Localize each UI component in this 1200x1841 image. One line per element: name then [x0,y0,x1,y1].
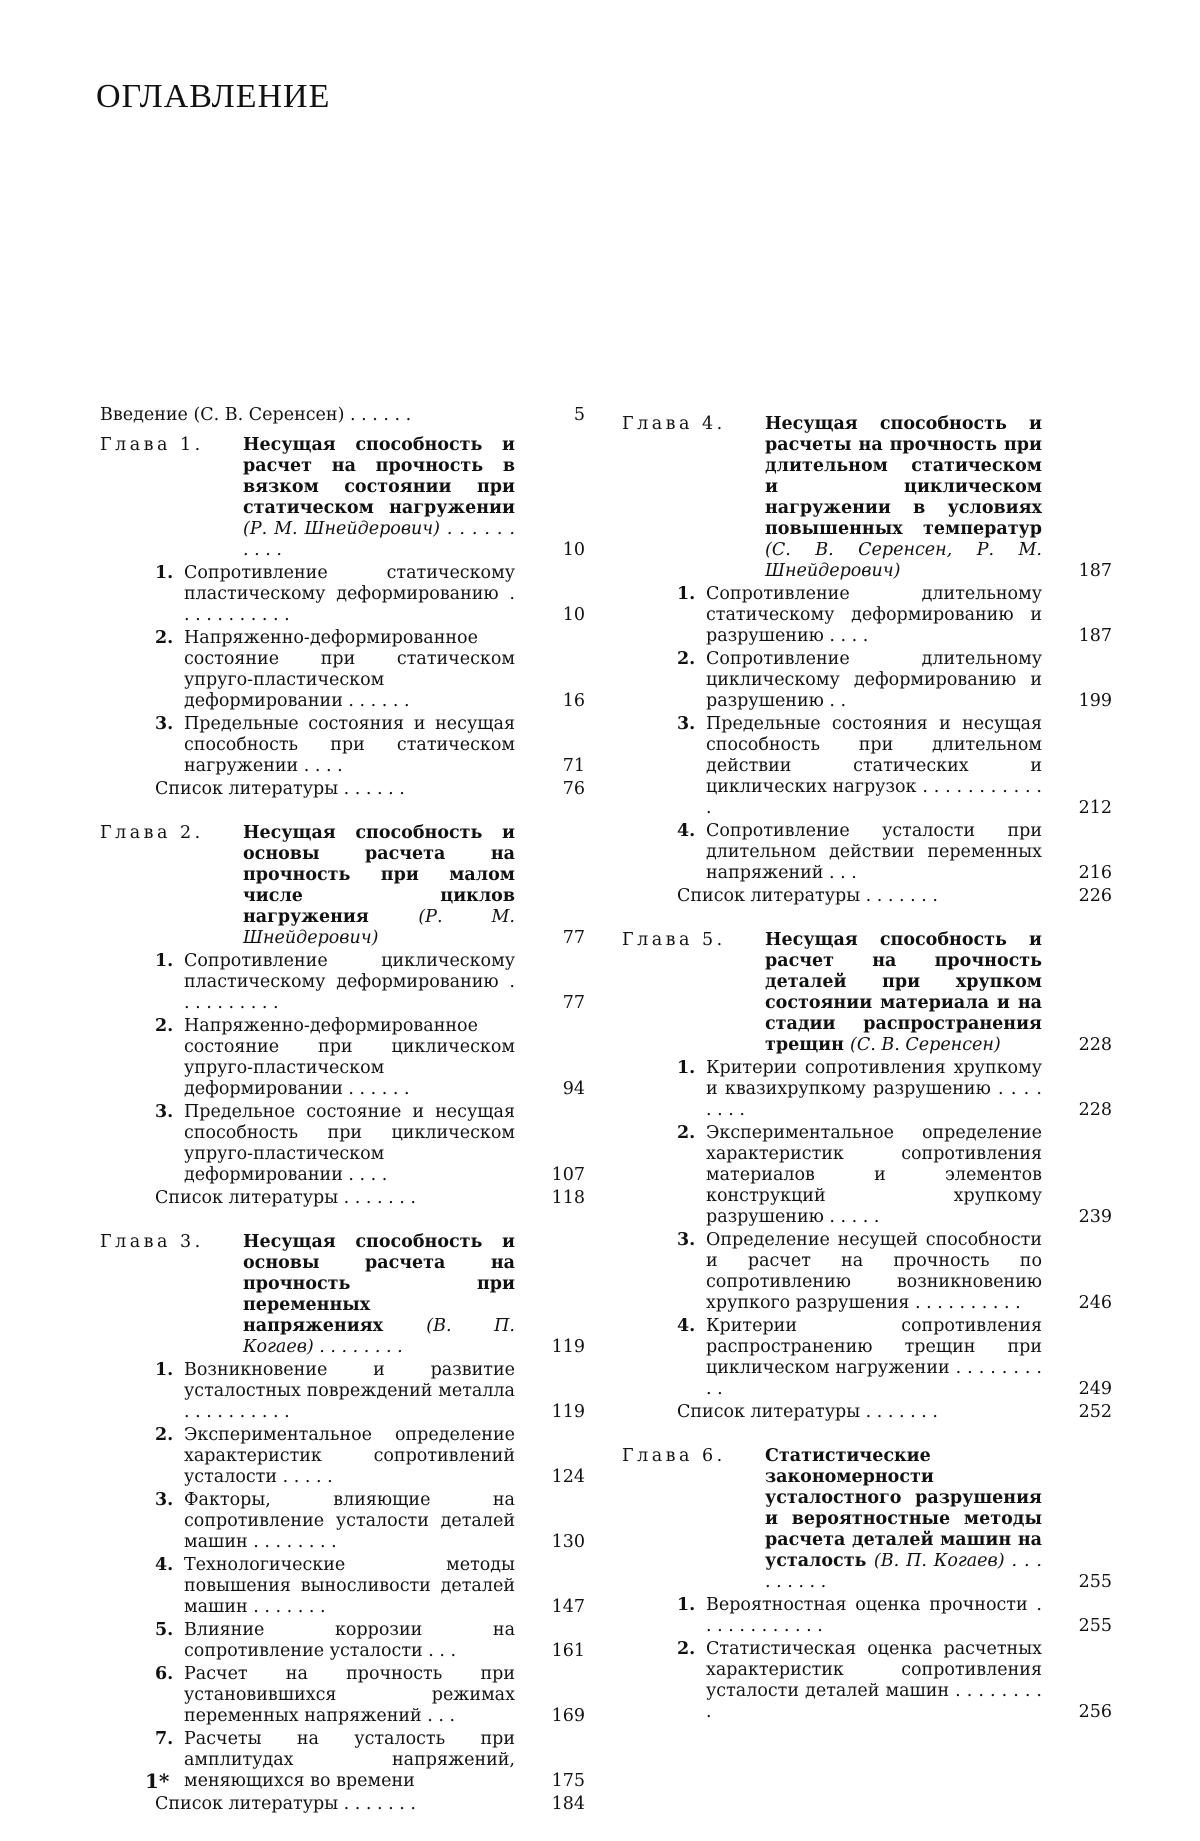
bibliography-label: Список литературы . . . . . . . [677,1402,938,1422]
page-title: ОГЛАВЛЕНИЕ [96,78,331,115]
section-number: 3. [677,714,696,734]
page-number: 255 [1078,1572,1112,1592]
toc-column-right [622,405,1112,1723]
page-number: 246 [1078,1293,1112,1313]
toc-section-entry [622,821,1112,884]
section-number: 3. [155,714,174,734]
page-number: 252 [1078,1402,1112,1422]
toc-section-entry [100,628,585,712]
section-title: Напряженно-деформированное состояние при статическом упруго-пластическом деформировании . . . . . . [184,628,515,711]
toc-section-entry [100,1016,585,1100]
chapter-label: Глава 1. [100,435,204,455]
toc-section-entry [100,1555,585,1618]
toc-section-entry [100,563,585,626]
toc-bibliography-entry [100,1188,585,1209]
toc-section-entry [100,1620,585,1662]
chapter-title: Несущая способность и расчеты на прочность при длительном статическом и циклическом нагружении в условиях повышенных температур [765,414,1042,539]
chapter-authors: (В. П. Когаев) . . . . . . . . [243,1316,515,1357]
toc-section-entry [100,1425,585,1488]
chapter-title: Статистические закономерности усталостного разрушения и вероятностные методы расчета деталей машин на усталость [765,1446,1042,1571]
page-number: 10 [562,605,585,625]
toc-bibliography-entry [622,886,1112,907]
chapter-authors: (Р. М. Шнейдерович) [243,907,515,948]
section-number: 2. [155,1016,174,1036]
section-title: Экспериментальное определение характеристик сопротивлений усталости . . . . . [184,1425,515,1487]
page-number: 175 [551,1771,585,1791]
section-title: Предельные состояния и несущая способность при длительном действии статических и циклических нагрузок . . . . . . . . . . . . [706,714,1042,818]
page-number: 226 [1078,886,1112,906]
section-number: 2. [677,649,696,669]
toc-section-entry [622,649,1112,712]
page-number: 130 [551,1532,585,1552]
section-title: Возникновение и развитие усталостных повреждений металла . . . . . . . . . . [184,1360,515,1422]
toc-column-left [100,405,585,1815]
bibliography-label: Список литературы . . . . . . . [677,886,938,906]
section-number: 1. [155,563,174,583]
toc-bibliography-entry [100,1794,585,1815]
chapter-authors: (С. В. Серенсен, Р. М. Шнейдерович) [765,540,1042,581]
chapter-label: Глава 6. [622,1446,726,1466]
chapter-title-block [765,414,1112,582]
chapter-label: Глава 2. [100,823,204,843]
section-title: Влияние коррозии на сопротивление усталости . . . [184,1620,515,1661]
page-number: 255 [1078,1616,1112,1636]
toc-chapter-heading [100,1232,585,1358]
page-number: 77 [562,928,585,948]
page-number: 16 [562,691,585,711]
chapter-title-block [243,1232,585,1358]
toc-section-entry [100,1490,585,1553]
bibliography-label: Список литературы . . . . . . . [155,1794,416,1814]
chapter-title: Несущая способность и расчет на прочность деталей при хрупком состоянии материала и на стадии распространения трещин [765,930,1042,1055]
page-number: 228 [1078,1035,1112,1055]
section-number: 1. [677,584,696,604]
toc-section-entry [622,1639,1112,1723]
toc-section-entry [622,584,1112,647]
section-number: 1. [155,951,174,971]
section-number: 1. [155,1360,174,1380]
section-title: Критерии сопротивления распространению трещин при циклическом нагружении . . . . . . . . . . [706,1316,1042,1399]
section-title: Сопротивление циклическому пластическому деформированию . . . . . . . . . . [184,951,515,1013]
section-number: 5. [155,1620,174,1640]
section-title: Факторы, влияющие на сопротивление усталости деталей машин . . . . . . . . [184,1490,515,1552]
section-title: Статистическая оценка расчетных характеристик сопротивления усталости деталей машин . . . . . . . . . [706,1639,1042,1722]
toc-bibliography-entry [100,779,585,800]
section-title: Предельное состояние и несущая способность при циклическом упруго-пластическом деформировании . . . . [184,1102,515,1185]
section-title: Сопротивление статическому пластическому деформированию . . . . . . . . . . . [184,563,515,625]
bibliography-label: Список литературы . . . . . . . [155,1188,416,1208]
toc-section-entry [100,1729,585,1792]
section-title: Экспериментальное определение характеристик сопротивления материалов и элементов конструкций хрупкому разрушению . . . . . [706,1123,1042,1227]
page-number: 161 [551,1641,585,1661]
page-number: 212 [1078,798,1112,818]
chapter-label: Глава 3. [100,1232,204,1252]
chapter-authors: (С. В. Серенсен) [850,1035,1001,1055]
toc-bibliography-entry [622,1402,1112,1423]
toc-section-entry [100,1102,585,1186]
page-number: 107 [551,1165,585,1185]
chapter-label: Глава 4. [622,414,726,434]
section-number: 2. [677,1639,696,1659]
page-number: 239 [1078,1207,1112,1227]
page-number: 76 [562,779,585,799]
chapter-title-block [243,435,585,561]
chapter-spacer [100,800,585,814]
toc-section-entry [622,1595,1112,1637]
section-number: 2. [155,628,174,648]
chapter-authors: (Р. М. Шнейдерович) . . . . . . . . . . [243,519,515,560]
section-title: Критерии сопротивления хрупкому и квазихрупкому разрушению . . . . . . . . [706,1058,1042,1120]
page-number: 187 [1078,626,1112,646]
section-title: Предельные состояния и несущая способность при статическом нагружении . . . . [184,714,515,776]
toc-chapter-heading [622,414,1112,582]
toc-entry-introduction [100,405,585,426]
chapter-title-block [243,823,585,949]
page-number: 184 [551,1794,585,1814]
page-number: 71 [562,756,585,776]
section-title: Расчет на прочность при установившихся режимах переменных напряжений . . . [184,1664,515,1726]
page-number: 169 [551,1706,585,1726]
page-number: 94 [562,1079,585,1099]
section-title: Технологические методы повышения выносливости деталей машин . . . . . . . [184,1555,515,1617]
section-title: Сопротивление длительному циклическому деформированию и разрушению . . [706,649,1042,711]
page-number: 10 [562,540,585,560]
chapter-spacer [100,1209,585,1223]
section-number: 4. [677,821,696,841]
section-number: 7. [155,1729,174,1749]
chapter-label: Глава 5. [622,930,726,950]
toc-section-entry [100,714,585,777]
page-number: 147 [551,1597,585,1617]
section-number: 6. [155,1664,174,1684]
page-number: 119 [551,1337,585,1357]
section-title: Определение несущей способности и расчет на прочность по сопротивлению возникновению хрупкого разрушения . . . . . . . . . . [706,1230,1042,1313]
toc-section-entry [100,1664,585,1727]
page-number: 77 [562,993,585,1013]
section-title: Напряженно-деформированное состояние при циклическом упруго-пластическом деформировании . . . . . . [184,1016,515,1099]
page-number: 118 [551,1188,585,1208]
chapter-title-block [765,930,1112,1056]
section-title: Расчеты на усталость при амплитудах напряжений, меняющихся во времени [184,1729,515,1791]
toc-section-entry [622,1316,1112,1400]
page-number: 256 [1078,1702,1112,1722]
section-number: 1. [677,1595,696,1615]
chapter-authors: (В. П. Когаев) . . . . . . . . . [765,1551,1042,1592]
toc-chapter-heading [100,823,585,949]
chapter-title-block [765,1446,1112,1593]
toc-section-entry [622,714,1112,819]
section-number: 3. [155,1490,174,1510]
section-number: 2. [677,1123,696,1143]
section-number: 3. [155,1102,174,1122]
page-number: 216 [1078,863,1112,883]
toc-section-entry [100,1360,585,1423]
entry-text: Введение (С. В. Серенсен) . . . . . . [100,405,412,425]
toc-chapter-heading [622,1446,1112,1593]
page-number: 119 [551,1402,585,1422]
section-number: 3. [677,1230,696,1250]
section-number: 4. [155,1555,174,1575]
section-title: Сопротивление усталости при длительном действии переменных напряжений . . . [706,821,1042,883]
page-number: 187 [1078,561,1112,581]
chapter-spacer [622,907,1112,921]
toc-section-entry [622,1230,1112,1314]
page-number: 249 [1078,1379,1112,1399]
chapter-title: Несущая способность и расчет на прочность в вязком состоянии при статическом нагружении [243,435,515,518]
toc-chapter-heading [100,435,585,561]
page-number: 228 [1078,1100,1112,1120]
toc-chapter-heading [622,930,1112,1056]
toc-section-entry [100,951,585,1014]
chapter-title: Несущая способность и основы расчета на прочность при малом числе циклов нагружения [243,823,515,927]
section-number: 1. [677,1058,696,1078]
section-number: 4. [677,1316,696,1336]
toc-section-entry [622,1123,1112,1228]
section-title: Сопротивление длительному статическому деформированию и разрушению . . . . [706,584,1042,646]
signature-mark: 1* [145,1769,170,1793]
section-number: 2. [155,1425,174,1445]
page-number: 124 [551,1467,585,1487]
chapter-spacer [622,1423,1112,1437]
toc-section-entry [622,1058,1112,1121]
page-number: 5 [573,405,585,425]
bibliography-label: Список литературы . . . . . . [155,779,405,799]
page-number: 199 [1078,691,1112,711]
section-title: Вероятностная оценка прочности . . . . . . . . . . . . [706,1595,1042,1636]
chapter-title: Несущая способность и основы расчета на прочность при переменных напряжениях [243,1232,515,1336]
